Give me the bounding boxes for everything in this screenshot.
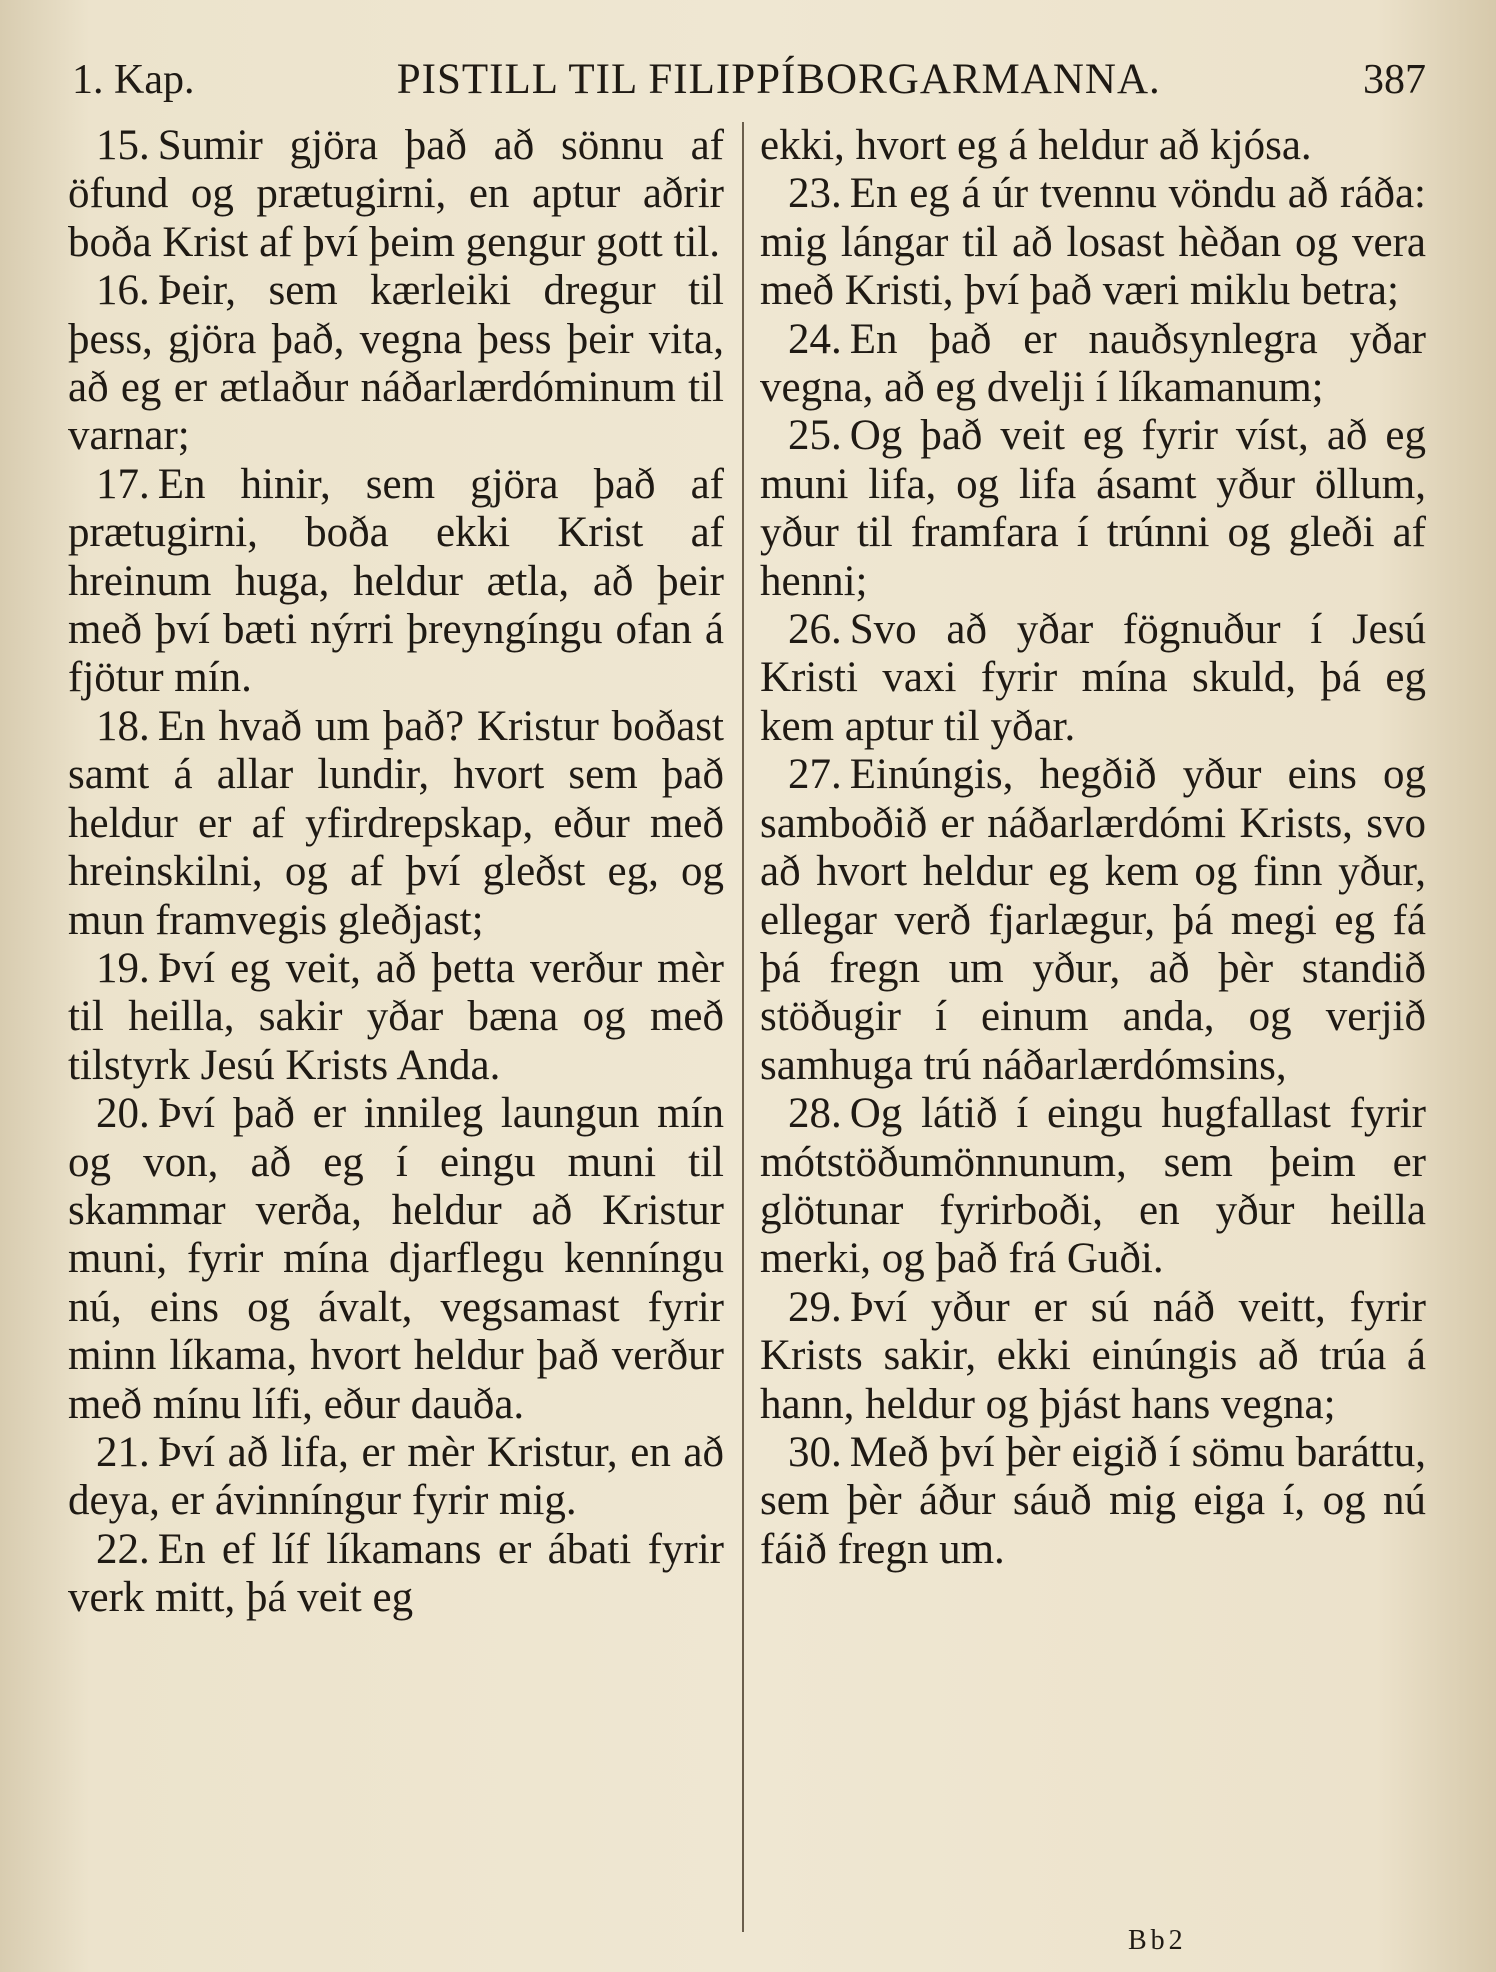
- verse-20: [68, 1090, 724, 1429]
- verse-number: 19.: [96, 944, 150, 992]
- verse-17: [68, 461, 724, 703]
- verse-text: En hvað um það? Kristur boðast samt á allar lundir, hvort sem það heldur er af yfirdrepskap, eður með hreinskilni, og af því gleðst eg, og mun framvegis gleðjast;: [68, 702, 724, 944]
- verse-text: En hinir, sem gjöra það af prætugirni, boða ekki Krist af hreinum huga, heldur ætla, að þeir með því bæti nýrri þreyngíngu ofan á fjötur mín.: [68, 460, 724, 702]
- verse-text: Þeir, sem kærleiki dregur til þess, gjöra það, vegna þess þeir vita, að eg er ætlaður náðarlærdóminum til varnar;: [68, 267, 724, 460]
- verse-text: En eg á úr tvennu vöndu að ráða: mig lángar til að losast hèðan og vera með Kristi, því það væri miklu betra;: [760, 170, 1426, 315]
- verse-text: Með því þèr eigið í sömu baráttu, sem þèr áður sáuð mig eiga í, og nú fáið fregn um.: [760, 1428, 1426, 1573]
- verse-number: 16.: [96, 267, 150, 315]
- page-number: 387: [1363, 57, 1426, 103]
- verse-number: 23.: [788, 170, 842, 218]
- verse-number: 18.: [96, 702, 150, 750]
- column-divider: [742, 122, 744, 1932]
- verse-number: 17.: [96, 460, 150, 508]
- verse-text: ekki, hvort eg á heldur að kjósa.: [760, 122, 1312, 169]
- verse-number: 28.: [788, 1090, 842, 1138]
- left-column: [68, 122, 724, 1623]
- verse-text: Því að lifa, er mèr Kristur, en að deya, er ávinníngur fyrir mig.: [68, 1428, 724, 1525]
- verse-21: [68, 1429, 724, 1526]
- verse-text: Því það er innileg laungun mín og von, að eg í eingu muni til skammar verða, heldur að Kristur muni, fyrir mína djarflegu kenníngu nú, eins og ávalt, vegsamast fyrir minn líkama, hvort heldur það verður með mínu lífi, eður dauða.: [68, 1090, 724, 1428]
- verse-text: Og það veit eg fyrir víst, að eg muni lifa, og lifa ásamt yður öllum, yður til framfara í trúnni og gleði af henni;: [760, 412, 1426, 605]
- verse-number: 27.: [788, 751, 842, 799]
- verse-number: 30.: [788, 1428, 842, 1476]
- verse-22-continued: [760, 122, 1426, 170]
- verse-number: 15.: [96, 122, 150, 169]
- verse-number: 22.: [96, 1525, 150, 1573]
- verse-number: 26.: [788, 606, 842, 654]
- verse-27: [760, 751, 1426, 1090]
- verse-text: Því eg veit, að þetta verður mèr til heilla, sakir yðar bæna og með tilstyrk Jesú Krists Anda.: [68, 944, 724, 1089]
- right-column: [760, 122, 1426, 1574]
- verse-text: En ef líf líkamans er ábati fyrir verk mitt, þá veit eg: [68, 1525, 724, 1622]
- verse-number: 21.: [96, 1428, 150, 1476]
- verse-16: [68, 267, 724, 461]
- verse-22: [68, 1526, 724, 1623]
- chapter-label: 1. Kap.: [72, 57, 195, 103]
- verse-23: [760, 170, 1426, 315]
- verse-30: [760, 1429, 1426, 1574]
- verse-24: [760, 316, 1426, 413]
- verse-18: [68, 703, 724, 945]
- verse-number: 20.: [96, 1090, 150, 1138]
- verse-text: En það er nauðsynlegra yðar vegna, að eg dvelji í líkamanum;: [760, 315, 1426, 412]
- verse-text: Því yður er sú náð veitt, fyrir Krists sakir, ekki einúngis að trúa á hann, heldur og þjást hans vegna;: [760, 1283, 1426, 1428]
- verse-number: 25.: [788, 412, 842, 460]
- running-header: [72, 55, 1426, 115]
- verse-text: Einúngis, hegðið yður eins og samboðið er náðarlærdómi Krists, svo að hvort heldur eg kem og finn yður, ellegar verð fjarlægur, þá megi eg fá þá fregn um yður, að þèr standið stöðugir í einum anda, og verjið samhuga trú náðarlærdómsins,: [760, 751, 1426, 1089]
- signature-mark: Bb2: [1128, 1925, 1187, 1956]
- verse-28: [760, 1090, 1426, 1284]
- verse-26: [760, 606, 1426, 751]
- verse-text: Sumir gjöra það að sönnu af öfund og prætugirni, en aptur aðrir boða Krist af því þeim gengur gott til.: [68, 122, 724, 266]
- verse-text: Svo að yðar fögnuður í Jesú Kristi vaxi fyrir mína skuld, þá eg kem aptur til yðar.: [760, 606, 1426, 750]
- verse-text: Og látið í eingu hugfallast fyrir mótstöðumönnunum, sem þeim er glötunar fyrirboði, en yður heilla merki, og það frá Guði.: [760, 1090, 1426, 1283]
- verse-number: 29.: [788, 1283, 842, 1331]
- verse-29: [760, 1284, 1426, 1429]
- verse-19: [68, 945, 724, 1090]
- verse-15: [68, 122, 724, 267]
- verse-number: 24.: [788, 315, 842, 363]
- verse-25: [760, 412, 1426, 606]
- page-title: PISTILL TIL FILIPPÍBORGARMANNA.: [396, 56, 1161, 103]
